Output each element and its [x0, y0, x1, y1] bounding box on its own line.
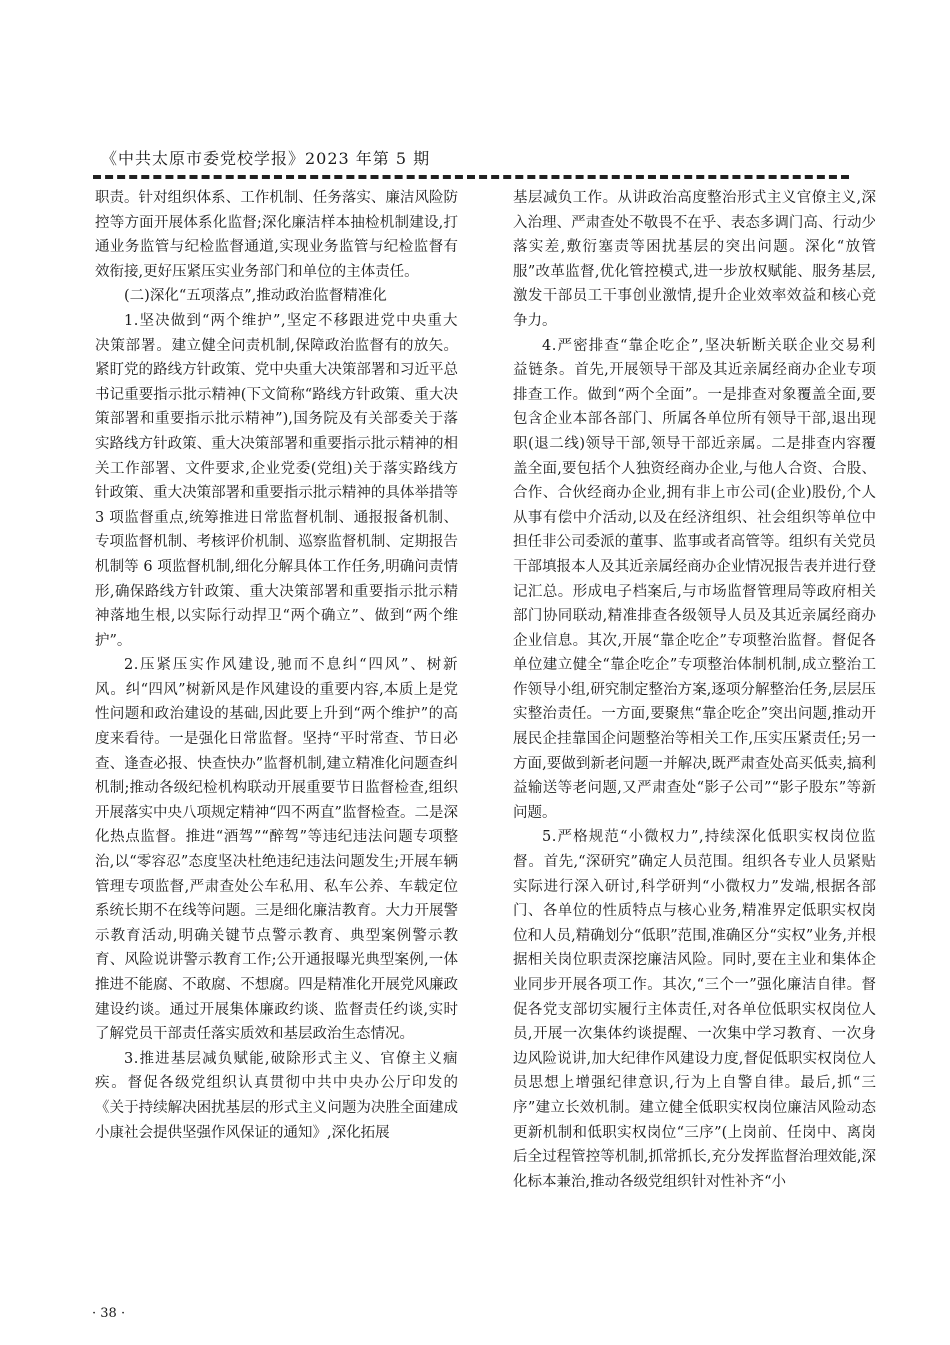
paragraph-2	[95, 653, 458, 1047]
paragraph-3	[95, 1047, 458, 1145]
right-column	[513, 186, 876, 1194]
header-rule	[93, 175, 849, 179]
paragraph-4	[513, 334, 876, 826]
paragraph-2-lead: 2.压紧压实作风建设,驰而不息纠“四风”、树新风。	[95, 657, 458, 698]
paragraph-continued: 基层减负工作。从讲政治高度整治形式主义官僚主义,深入治理、严肃查处不敬畏不在乎、表态多调门高、行动少落实差,敷衍塞责等困扰基层的突出问题。深化“放管服”改革监督,优化管控模式,进一步放权赋能、服务基层,激发干部员工干事创业激情,提升企业效率效益和核心竞争力。	[513, 190, 876, 329]
paragraph-continued: 职责。针对组织体系、工作机制、任务落实、廉洁风险防控等方面开展体系化监督;深化廉洁样本抽检机制建设,打通业务监管与纪检监督通道,实现业务监管与纪检监督有效衔接,更好压紧压实业务部门和单位的主体责任。	[95, 190, 458, 280]
paragraph-3-lead: 3.推进基层减负赋能,破除形式主义、官僚主义痼疾。	[95, 1050, 458, 1092]
paragraph-2-body: 纠“四风”树新风是作风建设的重要内容,本质上是党性问题和政治建设的基础,因此要上升到“两个维护”的高度来看待。一是强化日常监督。坚持“平时常查、节日必查、逢查必报、快查快办”监督机制,建立精准化问题查纠机制;推动各级纪检机构联动开展重要节日监督检查,组织开展落实中央八项规定精神“四不两直”监督检查。二是深化热点监督。推进“酒驾”“醉驾”等违纪违法问题专项整治,以“零容忍”态度坚决杜绝违纪违法问题发生;开展车辆管理专项监督,严肃查处公车私用、私车公养、车载定位系统长期不在线等问题。三是细化廉洁教育。大力开展警示教育活动,明确关键节点警示教育、典型案例警示教育、风险说讲警示教育工作;公开通报曝光典型案例,一体推进不能腐、不敢腐、不想腐。四是精准化开展党风廉政建设约谈。通过开展集体廉政约谈、监督责任约谈,实时了解党员干部责任落实质效和基层政治生态情况。	[95, 681, 459, 1043]
paragraph-5-lead: 5.严格规范“小微权力”,持续深化低职实权岗位监督。	[513, 829, 876, 871]
paragraph-3-body: 督促各级党组织认真贯彻中共中央办公厅印发的《关于持续解决困扰基层的形式主义问题为决胜全面建成小康社会提供坚强作风保证的通知》,深化拓展	[95, 1075, 459, 1141]
paragraph-1-body: 建立健全问责机制,保障政治监督有的放矢。紧盯党的路线方针政策、党中央重大决策部署和习近平总书记重要指示批示精神(下文简称“路线方针政策、重大决策部署和重要指示批示精神”),国务院及有关部委关于落实路线方针政策、重大决策部署和重要指示批示精神的相关工作部署、文件要求,企业党委(党组)关于落实路线方针政策、重大决策部署和重要指示批示精神的具体举措等 3 项监督重点,统筹推进日常监督机制、通报报备机制、专项监督机制、考核评价机制、巡察监督机制、定期报告机制等 6 项监督机制,细化分解具体工作任务,明确问责情形,确保路线方针政策、重大决策部署和重要指示批示精神落地生根,以实际行动捍卫“两个确立”、做到“两个维护”。	[95, 337, 459, 649]
paragraph-4-body: 首先,开展领导干部及其近亲属经商办企业专项排查工作。做到“两个全面”。一是排查对象覆盖全面,要包含企业本部各部门、所属各单位所有领导干部,退出现职(退二线)领导干部,领导干部近亲属。二是排查内容覆盖全面,要包括个人独资经商办企业,与他人合资、合股、合作、合伙经商办企业,拥有非上市公司(企业)股份,个人从事有偿中介活动,以及在经济组织、社会组织等单位中担任非公司委派的董事、监事或者高管等。组织有关党员干部填报本人及其近亲属经商办企业情况报告表并进行登记汇总。形成电子档案后,与市场监督管理局等政府相关部门协同联动,精准排查各级领导人员及其近亲属经商办企业信息。其次,开展“靠企吃企”专项整治监督。督促各单位建立健全“靠企吃企”专项整治体制机制,成立整治工作领导小组,研究制定整治方案,逐项分解整治任务,层层压实整治责任。一方面,要聚焦“靠企吃企”突出问题,推动开展民企挂靠国企问题整治等相关工作,压实压紧责任;另一方面,要做到新老问题一并解决,既严肃查处高买低卖,搞利益输送等老问题,又严肃查处“影子公司”“影子股东”等新问题。	[513, 362, 877, 821]
page-header	[93, 146, 873, 179]
paragraph-1	[95, 309, 458, 653]
section-heading: (二)深化“五项落点”,推动政治监督精准化	[124, 288, 387, 305]
paragraph-1-lead: 1.坚决做到“两个维护”,坚定不移跟进党中央重大决策部署。	[95, 312, 458, 354]
left-column	[95, 186, 458, 1145]
paragraph-5-body: 首先,“深研究”确定人员范围。组织各专业人员紧贴实际进行深入研讨,科学研判“小微权力”发端,根据各部门、各单位的性质特点与核心业务,精准界定低职实权岗位和人员,精确划分“低职”范围,准确区分“实权”业务,并根据相关岗位职责深挖廉洁风险。同时,要在主业和集体企业同步开展各项工作。其次,“三个一”强化廉洁自律。督促各党支部切实履行主体责任,对各单位低职实权岗位人员,开展一次集体约谈提醒、一次集中学习教育、一次身边风险说讲,加大纪律作风建设力度,督促低职实权岗位人员思想上增强纪律意识,行为上自警自律。最后,抓“三序”建立长效机制。建立健全低职实权岗位廉洁风险动态更新机制和低职实权岗位“三序”(上岗前、任岗中、离岗后全过程管控等机制,抓常抓长,充分发挥监督治理效能,深化标本兼治,推动各级党组织针对性补齐“小	[513, 854, 877, 1190]
paragraph-4-lead: 4.严密排查“靠企吃企”,坚决斩断关联企业交易利益链条。	[513, 337, 876, 379]
paragraph-5	[513, 825, 876, 1194]
journal-title: 《中共太原市委党校学报》2023 年第 5 期	[101, 149, 431, 168]
page-number: · 38 ·	[92, 1306, 126, 1321]
